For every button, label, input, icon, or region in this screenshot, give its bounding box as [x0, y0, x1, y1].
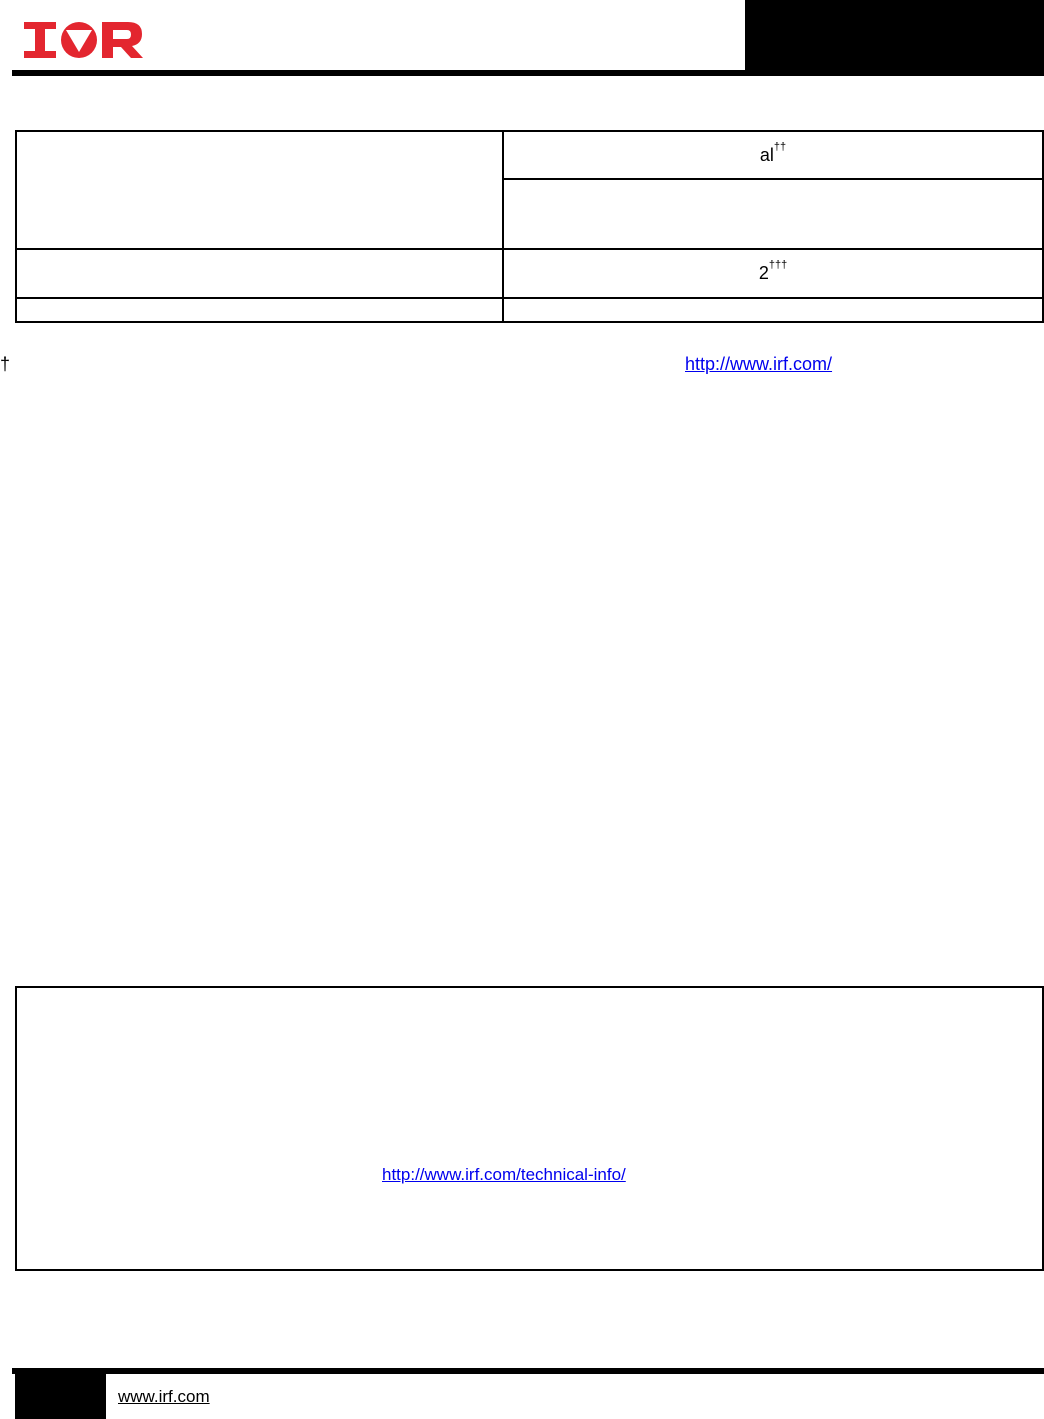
- cell-superscript: †††: [768, 259, 788, 271]
- ir-logo: [24, 18, 144, 62]
- table-cell-label: [16, 298, 503, 322]
- footer-website-link[interactable]: www.irf.com: [118, 1387, 210, 1406]
- footer-page-block: [15, 1368, 106, 1419]
- table-cell-value: [503, 131, 1043, 179]
- table-row: [16, 249, 1043, 298]
- table-cell-qualification-level: [16, 131, 503, 249]
- table-cell-value: [503, 179, 1043, 249]
- footnote-link[interactable]: http://www.irf.com/: [685, 354, 833, 374]
- table-cell-value: [503, 298, 1043, 322]
- table-cell-value: [503, 249, 1043, 298]
- table-cell-label: [16, 249, 503, 298]
- info-box: [15, 986, 1044, 1271]
- technical-info-link[interactable]: http://www.irf.com/technical-info/: [382, 1165, 626, 1184]
- cell-text: al: [759, 144, 774, 165]
- header-rule: [12, 70, 1044, 76]
- cell-superscript: ††: [773, 140, 787, 153]
- footer-rule: [12, 1368, 1044, 1374]
- table-row: [16, 131, 1043, 179]
- cell-text: 2: [758, 263, 769, 283]
- qualification-table: [15, 130, 1044, 323]
- header-black-block: [745, 0, 1044, 76]
- table-row: [16, 298, 1043, 322]
- footnote-dagger: †: [0, 354, 11, 374]
